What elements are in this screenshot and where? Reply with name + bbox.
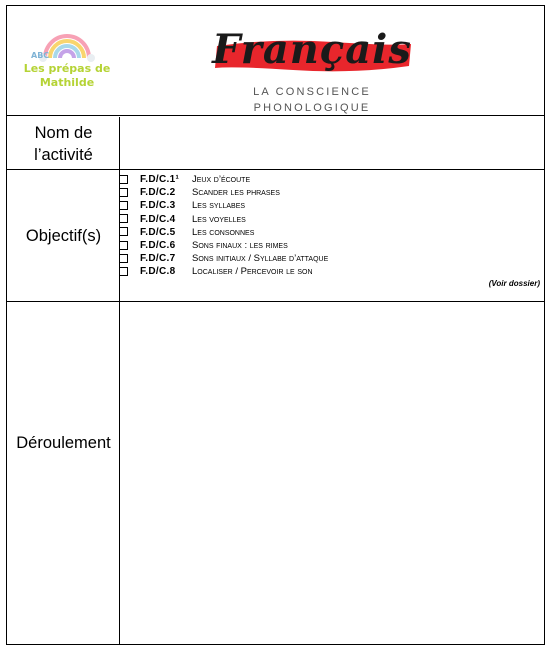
objective-item[interactable]	[119, 186, 328, 199]
objective-item[interactable]	[119, 199, 328, 212]
objective-item[interactable]	[119, 173, 328, 186]
checkbox[interactable]	[119, 175, 128, 184]
checkbox[interactable]	[119, 214, 128, 223]
objective-item[interactable]	[119, 265, 328, 278]
objective-code: F.D/C.8	[140, 266, 176, 278]
procedure-field[interactable]	[120, 302, 544, 644]
objective-desc: Localiser / Percevoir le son	[192, 266, 313, 278]
checkbox[interactable]	[119, 241, 128, 250]
procedure-label: Déroulement	[16, 434, 111, 452]
objective-label: Objectif(s)	[25, 227, 102, 245]
checkbox[interactable]	[119, 227, 128, 236]
objective-code: F.D/C.2	[140, 187, 176, 199]
subtitle-line-2: PHONOLOGIQUE	[253, 102, 371, 114]
objective-desc: Sons finaux : les rimes	[192, 240, 288, 252]
objective-code: F.D/C.7	[140, 253, 176, 265]
objective-code: F.D/C.3	[140, 200, 176, 212]
title-block	[207, 18, 417, 118]
objectives-note: (Voir dossier)	[488, 279, 540, 288]
objective-code: F.D/C.1¹	[140, 174, 180, 186]
logo-line-2: Mathilde	[39, 76, 95, 89]
objective-item[interactable]	[119, 239, 328, 252]
checkbox[interactable]	[119, 201, 128, 210]
logo-letters: ABC	[31, 51, 50, 60]
objective-item[interactable]	[119, 213, 328, 226]
objectives-list	[119, 173, 328, 279]
objective-code: F.D/C.5	[140, 226, 176, 238]
activity-name-field[interactable]	[120, 116, 544, 169]
divider-activity	[7, 169, 544, 170]
objective-code: F.D/C.4	[140, 213, 176, 225]
checkbox[interactable]	[119, 267, 128, 276]
objective-item[interactable]	[119, 252, 328, 265]
objective-desc: Les consonnes	[192, 226, 255, 238]
objective-desc: Jeux d’écoute	[192, 174, 251, 186]
objective-code: F.D/C.6	[140, 240, 176, 252]
activity-name-label: Nom de l’activité	[34, 124, 93, 164]
objective-desc: Les syllabes	[192, 200, 246, 212]
objective-item[interactable]	[119, 226, 328, 239]
page-title: Français	[212, 26, 412, 73]
objective-desc: Les voyelles	[192, 213, 246, 225]
objective-desc: Scander les phrases	[192, 187, 280, 199]
rainbow-icon	[19, 28, 115, 62]
checkbox[interactable]	[119, 188, 128, 197]
brand-logo	[19, 28, 115, 98]
checkbox[interactable]	[119, 254, 128, 263]
activity-sheet	[6, 5, 545, 645]
logo-line-1: Les prépas de	[23, 62, 111, 75]
subtitle-line-1: LA CONSCIENCE	[253, 86, 371, 98]
objective-desc: Sons initiaux / Syllabe d’attaque	[192, 253, 329, 265]
